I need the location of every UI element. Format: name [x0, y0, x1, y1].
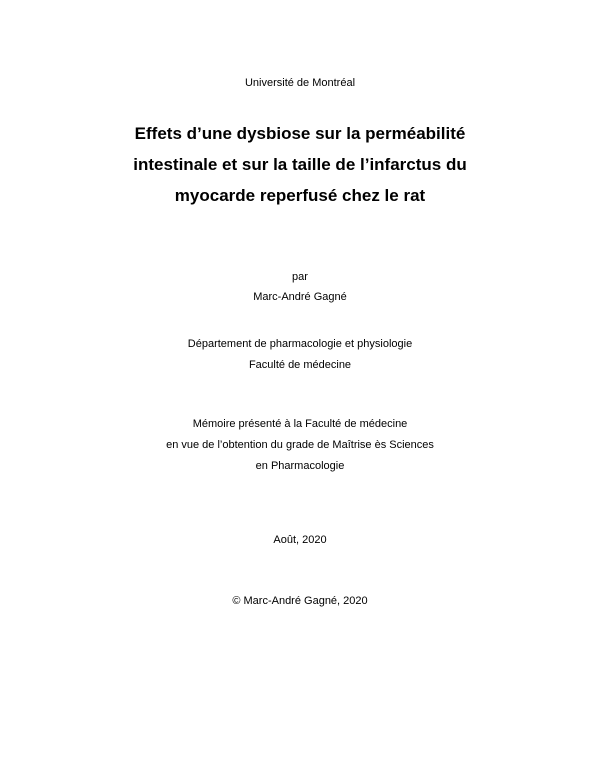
- title-line-1: Effets d’une dysbiose sur la perméabilité: [134, 124, 466, 143]
- thesis-statement-line-2: en vue de l’obtention du grade de Maîtrise ès Sciences: [166, 439, 434, 451]
- thesis-statement-line-3: en Pharmacologie: [255, 460, 345, 472]
- submission-date: Août, 2020: [273, 534, 327, 546]
- faculty-name: Faculté de médecine: [248, 359, 352, 371]
- title-line-3: myocarde reperfusé chez le rat: [174, 186, 426, 205]
- university-name: Université de Montréal: [244, 77, 356, 89]
- title-line-2: intestinale et sur la taille de l’infarctus du: [133, 155, 467, 174]
- by-label: par: [292, 271, 308, 283]
- author-name: Marc-André Gagné: [253, 291, 347, 303]
- thesis-statement-line-1: Mémoire présenté à la Faculté de médecine: [192, 418, 408, 430]
- copyright-notice: © Marc-André Gagné, 2020: [232, 595, 368, 607]
- department-name: Département de pharmacologie et physiologie: [187, 338, 413, 350]
